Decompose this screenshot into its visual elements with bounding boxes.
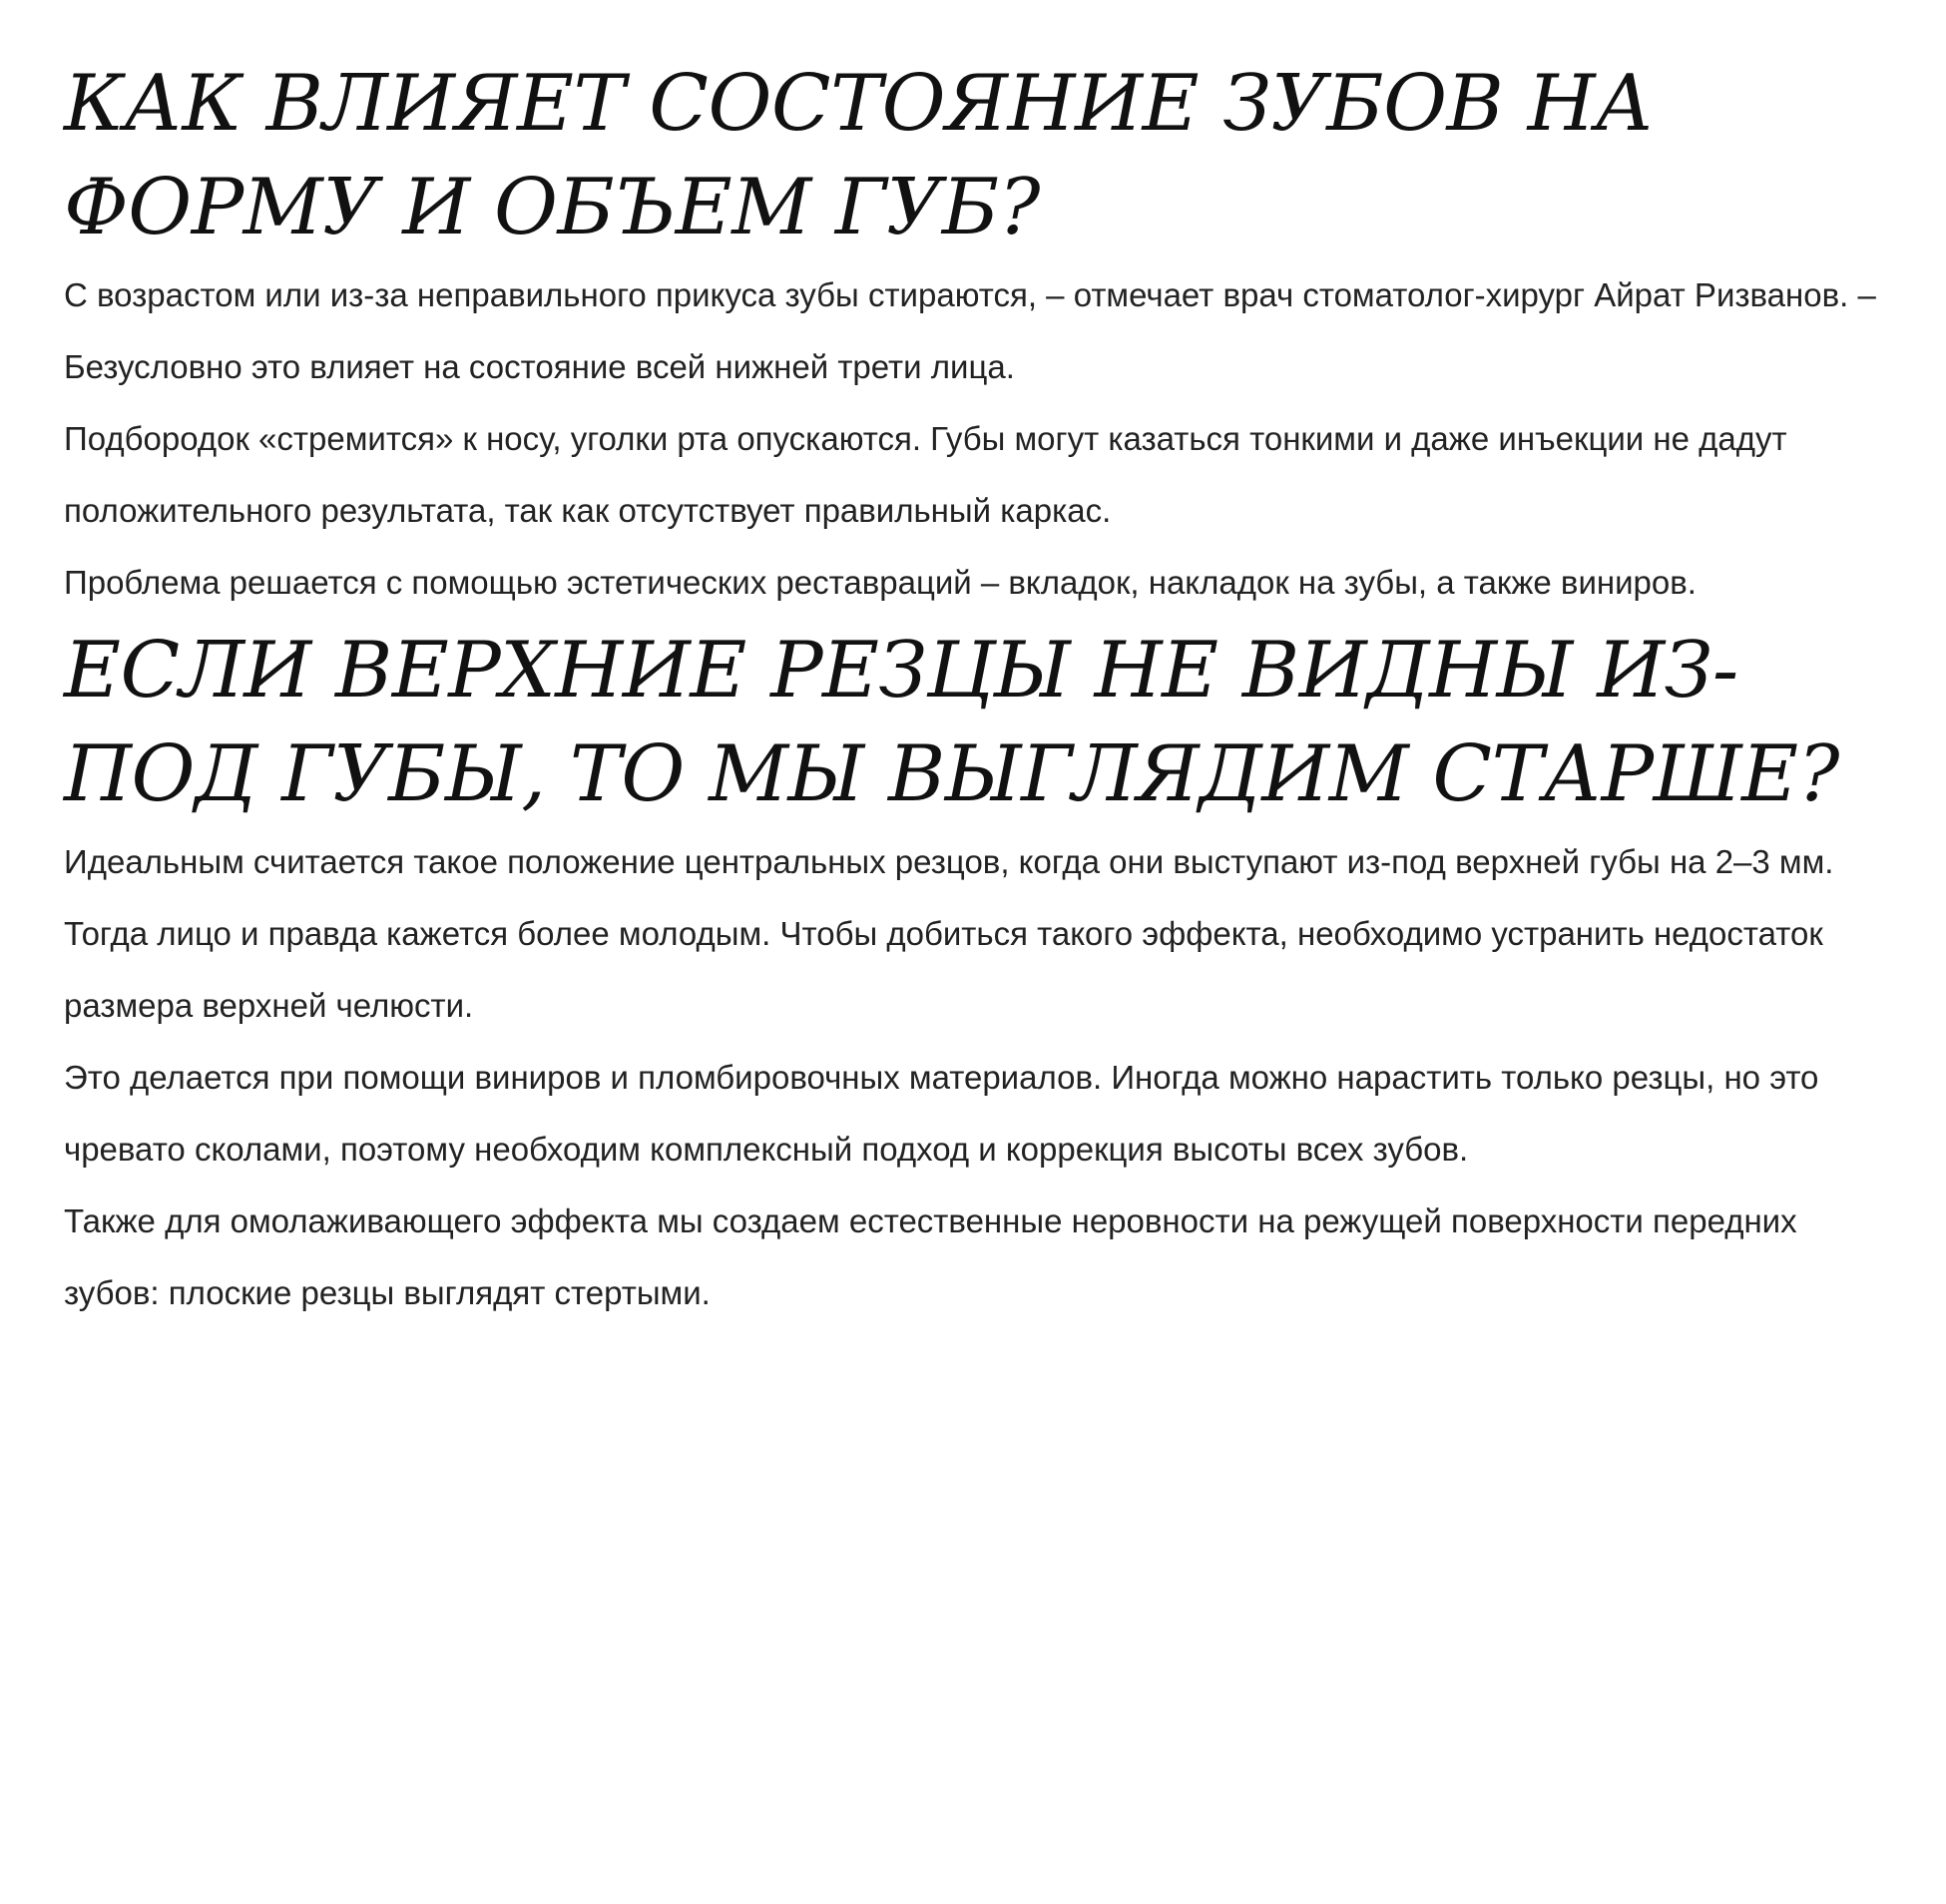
paragraph: Идеальным считается такое положение центральных резцов, когда они выступают из-под верхней губы на 2–3 мм. Тогда лицо и правда кажется более молодым. Чтобы добиться такого эффекта, необходимо устранить недостаток размера верхней челюсти. — [64, 843, 1834, 1024]
paragraph: С возрастом или из-за неправильного прикуса зубы стираются, – отмечает врач стоматолог-хирург Айрат Ризванов. – Безусловно это влияет на состояние всей нижней трети лица. — [64, 276, 1876, 385]
paragraph: Проблема решается с помощью эстетических реставраций – вкладок, накладок на зубы, а также виниров. — [64, 564, 1697, 601]
paragraph: Это делается при помощи виниров и пломбировочных материалов. Иногда можно нарастить только резцы, но это чревато сколами, поэтому необходим комплексный подход и коррекция высоты всех зубов. — [64, 1059, 1819, 1168]
section-heading-upper-incisors: ЕСЛИ ВЕРХНИЕ РЕЗЦЫ НЕ ВИДНЫ ИЗ-ПОД ГУБЫ, ТО МЫ ВЫГЛЯДИМ СТАРШЕ? — [64, 626, 1839, 819]
paragraph: Подбородок «стремится» к носу, уголки рта опускаются. Губы могут казаться тонкими и даже инъекции не дадут положительного результата, так как отсутствует правильный каркас. — [64, 420, 1787, 529]
article-body — [64, 52, 1900, 1329]
section-heading-teeth-lips: КАК ВЛИЯЕТ СОСТОЯНИЕ ЗУБОВ НА ФОРМУ И ОБЪЕМ ГУБ? — [64, 59, 1654, 252]
paragraph: Также для омолаживающего эффекта мы создаем естественные неровности на режущей поверхности передних зубов: плоские резцы выглядят стертыми. — [64, 1202, 1797, 1311]
